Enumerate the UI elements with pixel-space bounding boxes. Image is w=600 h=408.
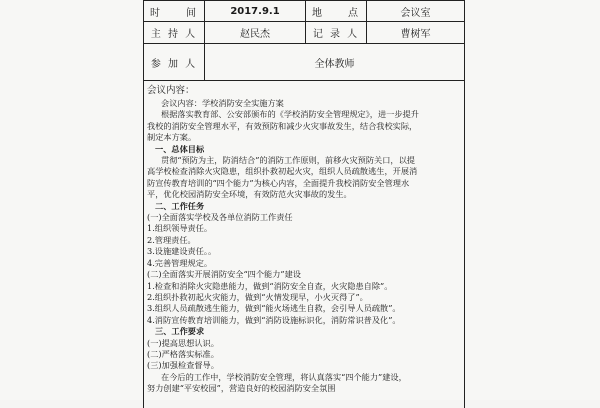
content-line: 贯彻“预防为主，防消结合”的消防工作原则，前移火灾预防关口，以提 [161,155,415,166]
meeting-header-table [143,0,465,81]
meeting-content-box [143,78,465,408]
content-line: 我校的消防安全管理水平，有效预防和减少火灾事故发生，结合我校实际， [147,120,418,131]
content-line: 高学校检查消除火灾隐患，组织扑救初起火灾，组织人员疏散逃生，开展消 [147,166,418,177]
host-label: 主 持 人 [144,22,205,44]
recorder-name: 曹树军 [367,22,465,44]
content-lines [147,98,461,395]
content-line: (二)严格落实标准。 [147,348,219,359]
content-line: 努力创建“平安校园”，营造良好的校园消防安全氛围 [147,383,336,394]
time-label: 时 间 [144,1,205,22]
content-line: 在今后的工作中，学校消防安全管理，将认真落实“四个能力”建设， [161,371,407,382]
content-line: 3.设施建设责任。。 [147,246,217,257]
content-line: 4.消防宣传教育培训能力，做到“消防设施标识化，消防常识普及化”。 [147,314,401,325]
meeting-place: 会议室 [367,1,465,22]
content-line: 1.组织领导责任。 [147,223,213,234]
content-line: 防宣传教育培训的“四个能力”为核心内容，全面提升我校消防安全管理水 [147,177,410,188]
meeting-content [147,84,461,395]
content-line: 2.管理责任。 [147,234,196,245]
content-line: 1.检查和消除火灾隐患能力，做到“消防安全自查，火灾隐患自除”。 [147,280,393,291]
attendees-value: 全体教师 [205,44,465,81]
attendees-label: 参 加 人 [144,44,205,81]
meeting-date: 2017.9.1 [205,1,306,22]
content-line: (一)全面落实学校及各单位消防工作责任 [147,212,293,223]
content-line: 会议内容：学校消防安全实施方案 [161,98,284,108]
content-line: 3.组织人员疏散逃生能力，做到“能火场逃生自救，会引导人员疏散”。 [147,303,401,314]
content-line: (三)加强检查督导。 [147,360,219,371]
content-line: 二、工作任务 [155,200,205,211]
content-line: 一、总体目标 [155,143,205,154]
content-line: 4.完善管理规定。 [147,257,213,268]
content-line: 三、工作要求 [155,326,205,337]
content-line: 根据落实教育部、公安部颁布的《学校消防安全管理规定》，进一步提升 [161,109,419,120]
content-line: (二)全面落实开展消防安全“四个能力”建设 [147,269,301,280]
host-name: 赵民杰 [205,22,306,44]
content-line: 2.组织扑救初起火灾能力，做到“火情发现早，小火灭得了”。 [147,291,368,302]
content-line: 平，优化校园消防安全环境，有效防范火灾事故的发生。 [147,189,352,200]
recorder-label: 记 录 人 [306,22,367,44]
content-title: 会议内容： [147,85,195,96]
content-line: (一)提高思想认识。 [147,337,219,348]
place-label: 地 点 [306,1,367,22]
content-line: 制定本方案。 [147,132,197,143]
